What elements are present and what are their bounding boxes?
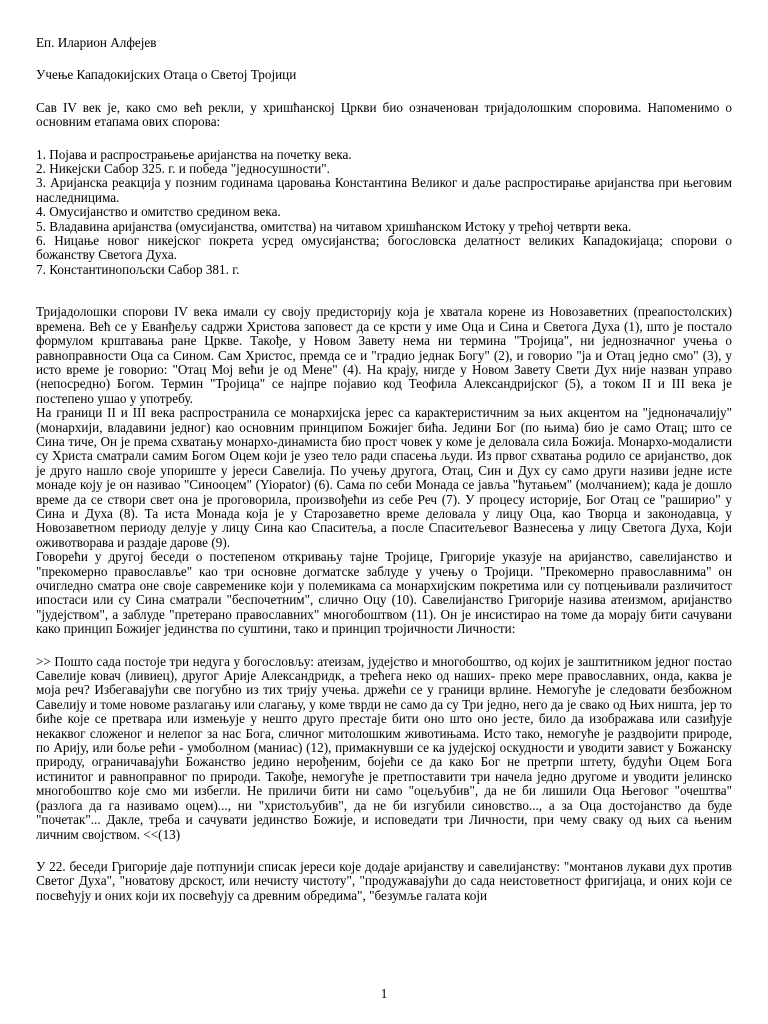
body-paragraph-2: На граници II и III века распространила се монархијска јерес са карактеристичним за њих акцентом на "једноначалију" (монархији, владавини једног) као основним принципом Божијег бића. Једини Бог (по њима) био је само Отац; што се Сина тиче, Он је према схватању монархо-динамиста био прост човек у коме је деловала сила Божија. Монархо-модалисти су Христа сматрали самим Богом Оцем који је узео тело ради спасења људи. Из првог схватања родило се аријанство, док је друго нашло своје упориште у јереси Савелија. По учењу другога, Отац, Син и Дух су само други називи једне исте монаде коју је он називао "Синооцем" (Yiopator) (6). Сама по себи Монада се јавља "ћутањем" (молчанием); када је дошло време да се створи свет она је проговорила, произвођећи из себе Реч (7). У процесу историје, Бог Отац се "раширио" у Сина и Духа (8). Та иста Монада која је у Старозаветно време деловала у лицу Оца, као Творца и законодавца, у Новозаветном периоду делује у лицу Сина као Спаситеља, а после Спаситељевог Вазнесења у лицу Светога Духа, Који оживотворава и раздаје дарове (9).	[36, 405, 732, 550]
list-item: 3. Аријанска реакција у позним годинама царовања Константина Великог и даље распростирање аријанства при његовим наследницима.	[36, 175, 732, 205]
author-line: Еп. Иларион Алфејев	[36, 35, 157, 50]
intro-paragraph: Сав IV век је, како смо већ рекли, у хришћанској Цркви био означенован тријадолошким споровима. Напоменимо о основним етапама ових спорова:	[36, 99, 732, 130]
body-paragraph-1: Тријадолошки спорови IV века имали су своју предисторију која је хватала корене из Новозаветних (преапостолских) времена. Већ се у Еванђељу садржи Христова заповест да се крсти у име Оца и Сина и Светога Духа (1), што је постало формулом крштавања ране Цркве. Такође, у Новом Завету нема ни термина "Тројица", ни једнозначног учења о равноправности Оца са Сином. Сам Христос, премда се и "градио једнак Богу" (2), и говорио "ја и Отац једно смо" (3), у исто време је говорио: "Отац Мој већи је од Мене" (4). На крају, нигде у Новом Завету Свети Дух није назван управо (непосредно) Богом. Термин "Тројица" се најпре појавио код Теофила Александријског (5), а током II и III века је постепено ушао у употребу.	[36, 304, 732, 406]
quote-paragraph: >> Пошто сада постоје три недуга у богословљу: атеизам, јудејство и многобоштво, од којих је заштитником једног постао Савелије ковач (ливиец), другог Арије Александридк, а трећега неко од наших- преко мере православних, онда, каква је моја реч? Избегавајући све погубно из тих трију учења. држећи се у граници врлине. Немогуће је следовати безбожном Савелију и томе новоме разлагању или слагању, у коме тврди не само да су Три једно, него да је свако од Њих ништа, јер то биће које се претвара или измењује у нешто друго престаје бити оно што оно јесте, било да изображава или сазиђује некаквог сложеног и нелепог за нас Бога, сличног митолошким животињама. Исто тако, немогуће је раздвојити природе, по Арију, или боље рећи - умоболном (маниас) (12), примакнувши се ка јудејској оскудности и уводити завист у Божанску природу, ограничавајући Божанство једино нерођеним, бојећи се да како Бог не претрпи штету, будући Оцем Бога истинитог и равноправног по природи. Такође, немогуће је претпоставити три начела једно другоме и уводити јелинско многобоштво које смо ми избегли. Не приличи бити ни само "оцељубив", да не би лишили Оца Његовог "очештва" (разлога да га називамо оцем)..., ни "христољубив", да не би изгубили синовство..., а за Оца достојанство да буде "почетак"... Дакле, треба и сачувати јединство Божије, и исповедати три Личности, при чему сваку од њих са њеним личним својством. <<(13)	[36, 653, 732, 842]
list-item: 7. Константинопољски Сабор 381. г.	[36, 261, 240, 277]
document-page	[36, 36, 732, 903]
list-item: 6. Ницање новог никејског покрета усред омусијанства; богословска делатност великих Кападокијаца; спорови о божанству Светога Духа.	[36, 233, 732, 263]
list-item: 1. Појава и распрострањење аријанства на почетку века.	[36, 146, 352, 162]
document-title: Учење Кападокијских Отаца о Светој Тројици	[36, 67, 297, 83]
body-paragraph-5: У 22. беседи Григорије даје потпунији списак јереси које додаје аријанству и савелијанству: "монтанов лукави дух против Светог Духа", "новатову дрскост, или нечисту чистоту", "продужавајући до сада неистоветност фригијаца, и оних који се посвећују и оних који их посвећују са древним обредима", "безумље галата који	[36, 858, 732, 903]
list-item: 5. Владавина аријанства (омусијанства, омитства) на читавом хришћанском Истоку у трећој четврти века.	[36, 218, 632, 234]
list-item: 4. Омусијанство и омитство средином века.	[36, 204, 281, 220]
list-item: 2. Никејски Сабор 325. г. и победа "једносушности".	[36, 161, 330, 177]
body-paragraph-3: Говорећи у другој беседи о постепеном откривању тајне Тројице, Григорије указује на аријанство, савелијанство и "прекомерно православље" као три основне догматске заблуде у учењу о Тројици. "Прекомерно православнима" он очигледно сматра оне своје савременике који у полемикама са монархијским покретима или су потцењивали различитост ипостаси или су Сина сматрали "беспочетним", слично Оцу (10). Савелијанство Григорије назива атеизмом, аријанство "јудејством", а заблуде "претерано православних" многобоштвом (11). Он је инсистирао на томе да морају бити сачувани како принцип Божијег јединства по суштини, тако и принцип тројичности Личности:	[36, 549, 732, 637]
stages-list	[36, 148, 732, 278]
page-number: 1	[380, 986, 388, 1001]
